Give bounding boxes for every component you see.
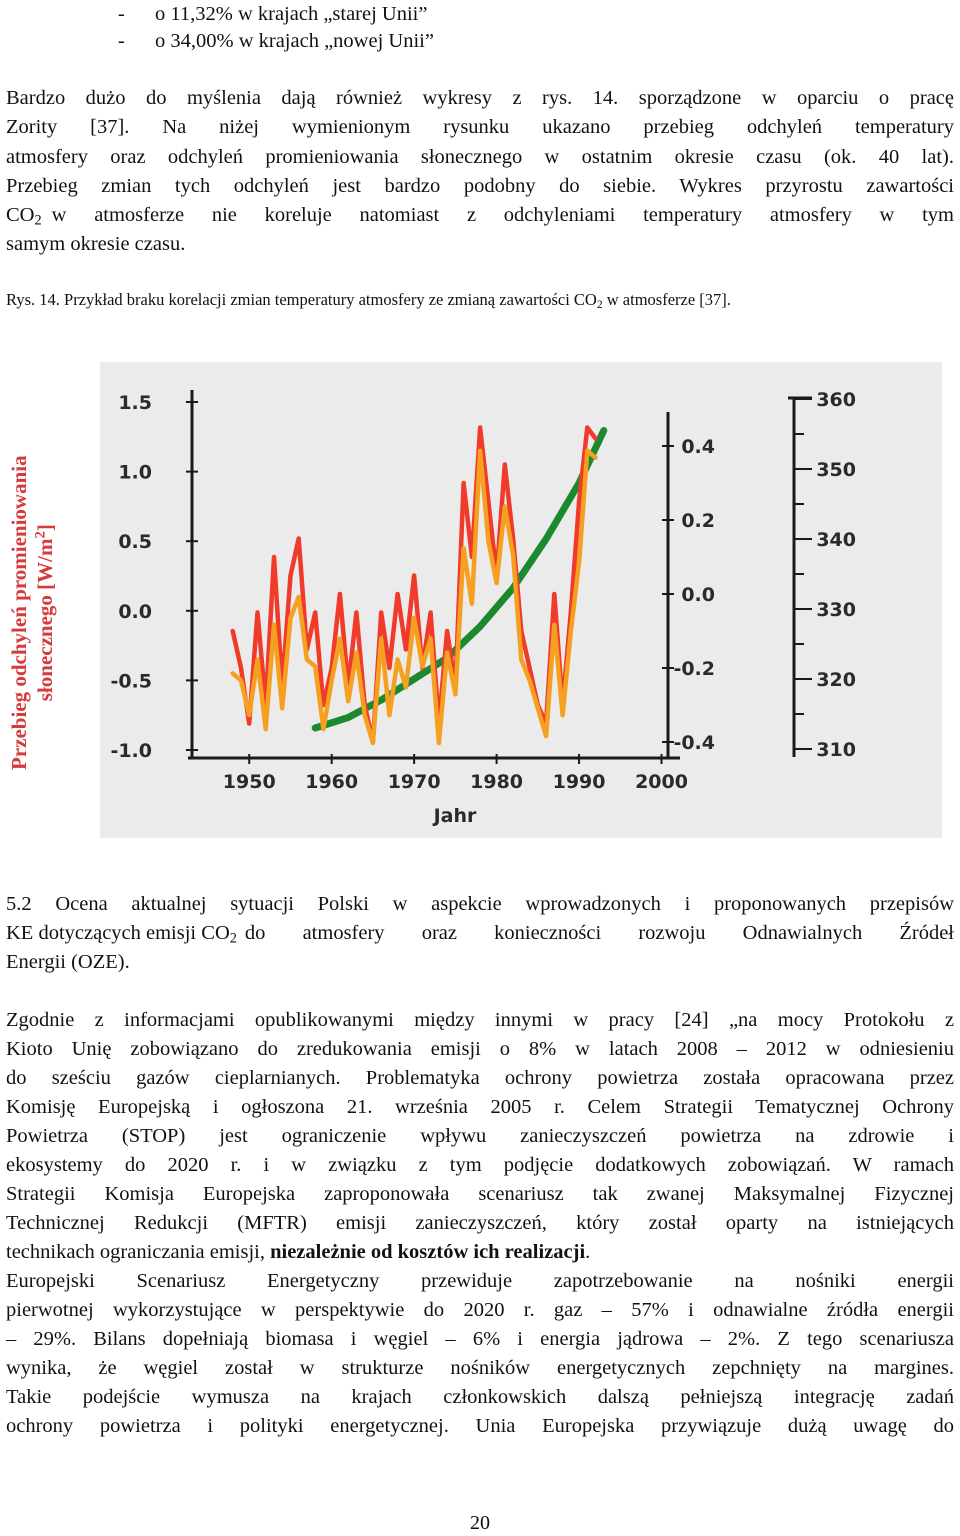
co2-term: $CO_2$: [6, 204, 42, 229]
bullet-item: o 34,00% w krajach „nowej Unii”: [155, 30, 434, 52]
text-line: do sześciu gazów cieplarnianych. Problematyka ochrony powietrza została opracowana przez: [6, 1067, 954, 1089]
right-tick-label: 340: [816, 529, 856, 551]
figure-caption: Rys. 14. Przykład braku korelacji zmian temperatury atmosfery ze zmianą zawartości $CO_2$ w atmosferze [37].: [6, 290, 731, 311]
text-line: pierwotnej wykorzystujące w perspektywie do 2020 r. gaz – 57% i odnawialne źródła energii: [6, 1299, 954, 1321]
bullet-dash: -: [118, 30, 125, 52]
x-axis-label: Jahr: [433, 805, 477, 827]
left-tick-label: -0.5: [110, 670, 152, 693]
text-line: KE dotyczących emisji $CO_2$ do atmosfery oraz konieczności rozwoju Odnawialnych Źródeł: [6, 922, 954, 947]
text-line: samym okresie czasu.: [6, 233, 186, 255]
x-tick-label: 2000: [635, 771, 688, 793]
middle-tick-label: 0.0: [681, 584, 715, 606]
text-line: Kioto Unię zobowiązano do zredukowania emisji o 8% w latach 2008 – 2012 w odniesieniu: [6, 1038, 954, 1060]
text-line: Zgodnie z informacjami opublikowanymi między innymi w pracy [24] „na mocy Protokołu z: [6, 1009, 954, 1031]
left-tick-label: 0.0: [118, 600, 152, 623]
text-line: 5.2 Ocena aktualnej sytuacji Polski w aspekcie wprowadzonych i proponowanych przepisów: [6, 893, 954, 915]
middle-tick-label: 0.4: [681, 436, 715, 458]
text-line: Bardzo dużo do myślenia dają również wykresy z rys. 14. sporządzone w oparciu o pracę: [6, 87, 954, 109]
left-tick-label: -1.0: [110, 740, 152, 762]
middle-tick-label: -0.4: [673, 732, 715, 754]
bullet-dash: -: [118, 3, 125, 25]
x-tick-label: 1980: [470, 771, 524, 793]
text-line: Komisję Europejską i ogłoszona 21. września 2005 r. Celem Strategii Tematycznej Ochrony: [6, 1096, 954, 1118]
left-tick-label: 1.5: [118, 392, 152, 414]
x-tick-label: 1990: [552, 771, 606, 793]
bold-phrase: niezależnie od kosztów ich realizacji: [270, 1241, 586, 1263]
text-line: $CO_2$ w atmosferze nie koreluje natomiast z odchyleniami temperatury atmosfery w tym: [6, 201, 954, 230]
text-line: – 29%. Bilans dopełniają biomasa i węgiel – 6% i energia jądrowa – 2%. Z tego scenariusza: [6, 1328, 954, 1350]
text-line: Europejski Scenariusz Energetyczny przewiduje zapotrzebowanie na nośniki energii: [6, 1270, 954, 1292]
right-tick-label: 330: [816, 599, 856, 621]
left-tick-label: 1.0: [118, 461, 152, 484]
text-line: technikach ograniczania emisji, niezależnie od kosztów ich realizacji.: [6, 1241, 591, 1263]
text-line: Technicznej Redukcji (MFTR) emisji zanieczyszczeń, który został oparty na istniejących: [6, 1212, 954, 1234]
bullet-item: o 11,32% w krajach „starej Unii”: [155, 3, 428, 25]
climate-chart: [100, 362, 942, 838]
text-line: Przebieg zmian tych odchyleń jest bardzo podobny do siebie. Wykres przyrostu zawartości: [6, 175, 954, 197]
right-tick-label: 310: [816, 739, 856, 761]
text-line: Energii (OZE).: [6, 951, 130, 973]
x-tick-label: 1970: [387, 771, 441, 793]
middle-tick-label: 0.2: [681, 510, 715, 532]
x-tick-label: 1960: [305, 771, 359, 793]
text-line: atmosfery oraz odchyleń promieniowania słonecznego w ostatnim okresie czasu (ok. 40 lat).: [6, 146, 954, 168]
text-line: ekosystemy do 2020 r. i w związku z tym podjęcie dodatkowych zobowiązań. W ramach: [6, 1154, 954, 1176]
x-tick-label: 1950: [222, 771, 276, 793]
text-line: Zority [37]. Na niżej wymienionym rysunku ukazano przebieg odchyleń temperatury: [6, 116, 954, 138]
left-axis-label: Przebieg odchyleń promieniowania słonecznego $[W/m^2]$: [7, 455, 57, 770]
text-line: wynika, że węgiel został w strukturze nośników energetycznych zepchnięty na margines.: [6, 1357, 954, 1379]
right-tick-label: 320: [816, 669, 856, 691]
right-tick-label: 350: [816, 459, 856, 481]
text-line: Strategii Komisja Europejska zaproponowała scenariusz tak zwanej Maksymalnej Fizycznej: [6, 1183, 954, 1205]
right-tick-label: 360: [816, 389, 856, 411]
page-number: 20: [470, 1512, 490, 1534]
middle-tick-label: -0.2: [673, 658, 715, 680]
text-line: Powietrza (STOP) jest ograniczenie wpływu zanieczyszczeń powietrza na zdrowie i: [6, 1125, 954, 1147]
text-line: Takie podejście wymusza na krajach członkowskich dalszą pełniejszą integrację zadań: [6, 1386, 954, 1408]
text-line: ochrony powietrza i polityki energetycznej. Unia Europejska przywiązuje dużą uwagę do: [6, 1415, 954, 1437]
left-tick-label: 0.5: [118, 531, 152, 554]
